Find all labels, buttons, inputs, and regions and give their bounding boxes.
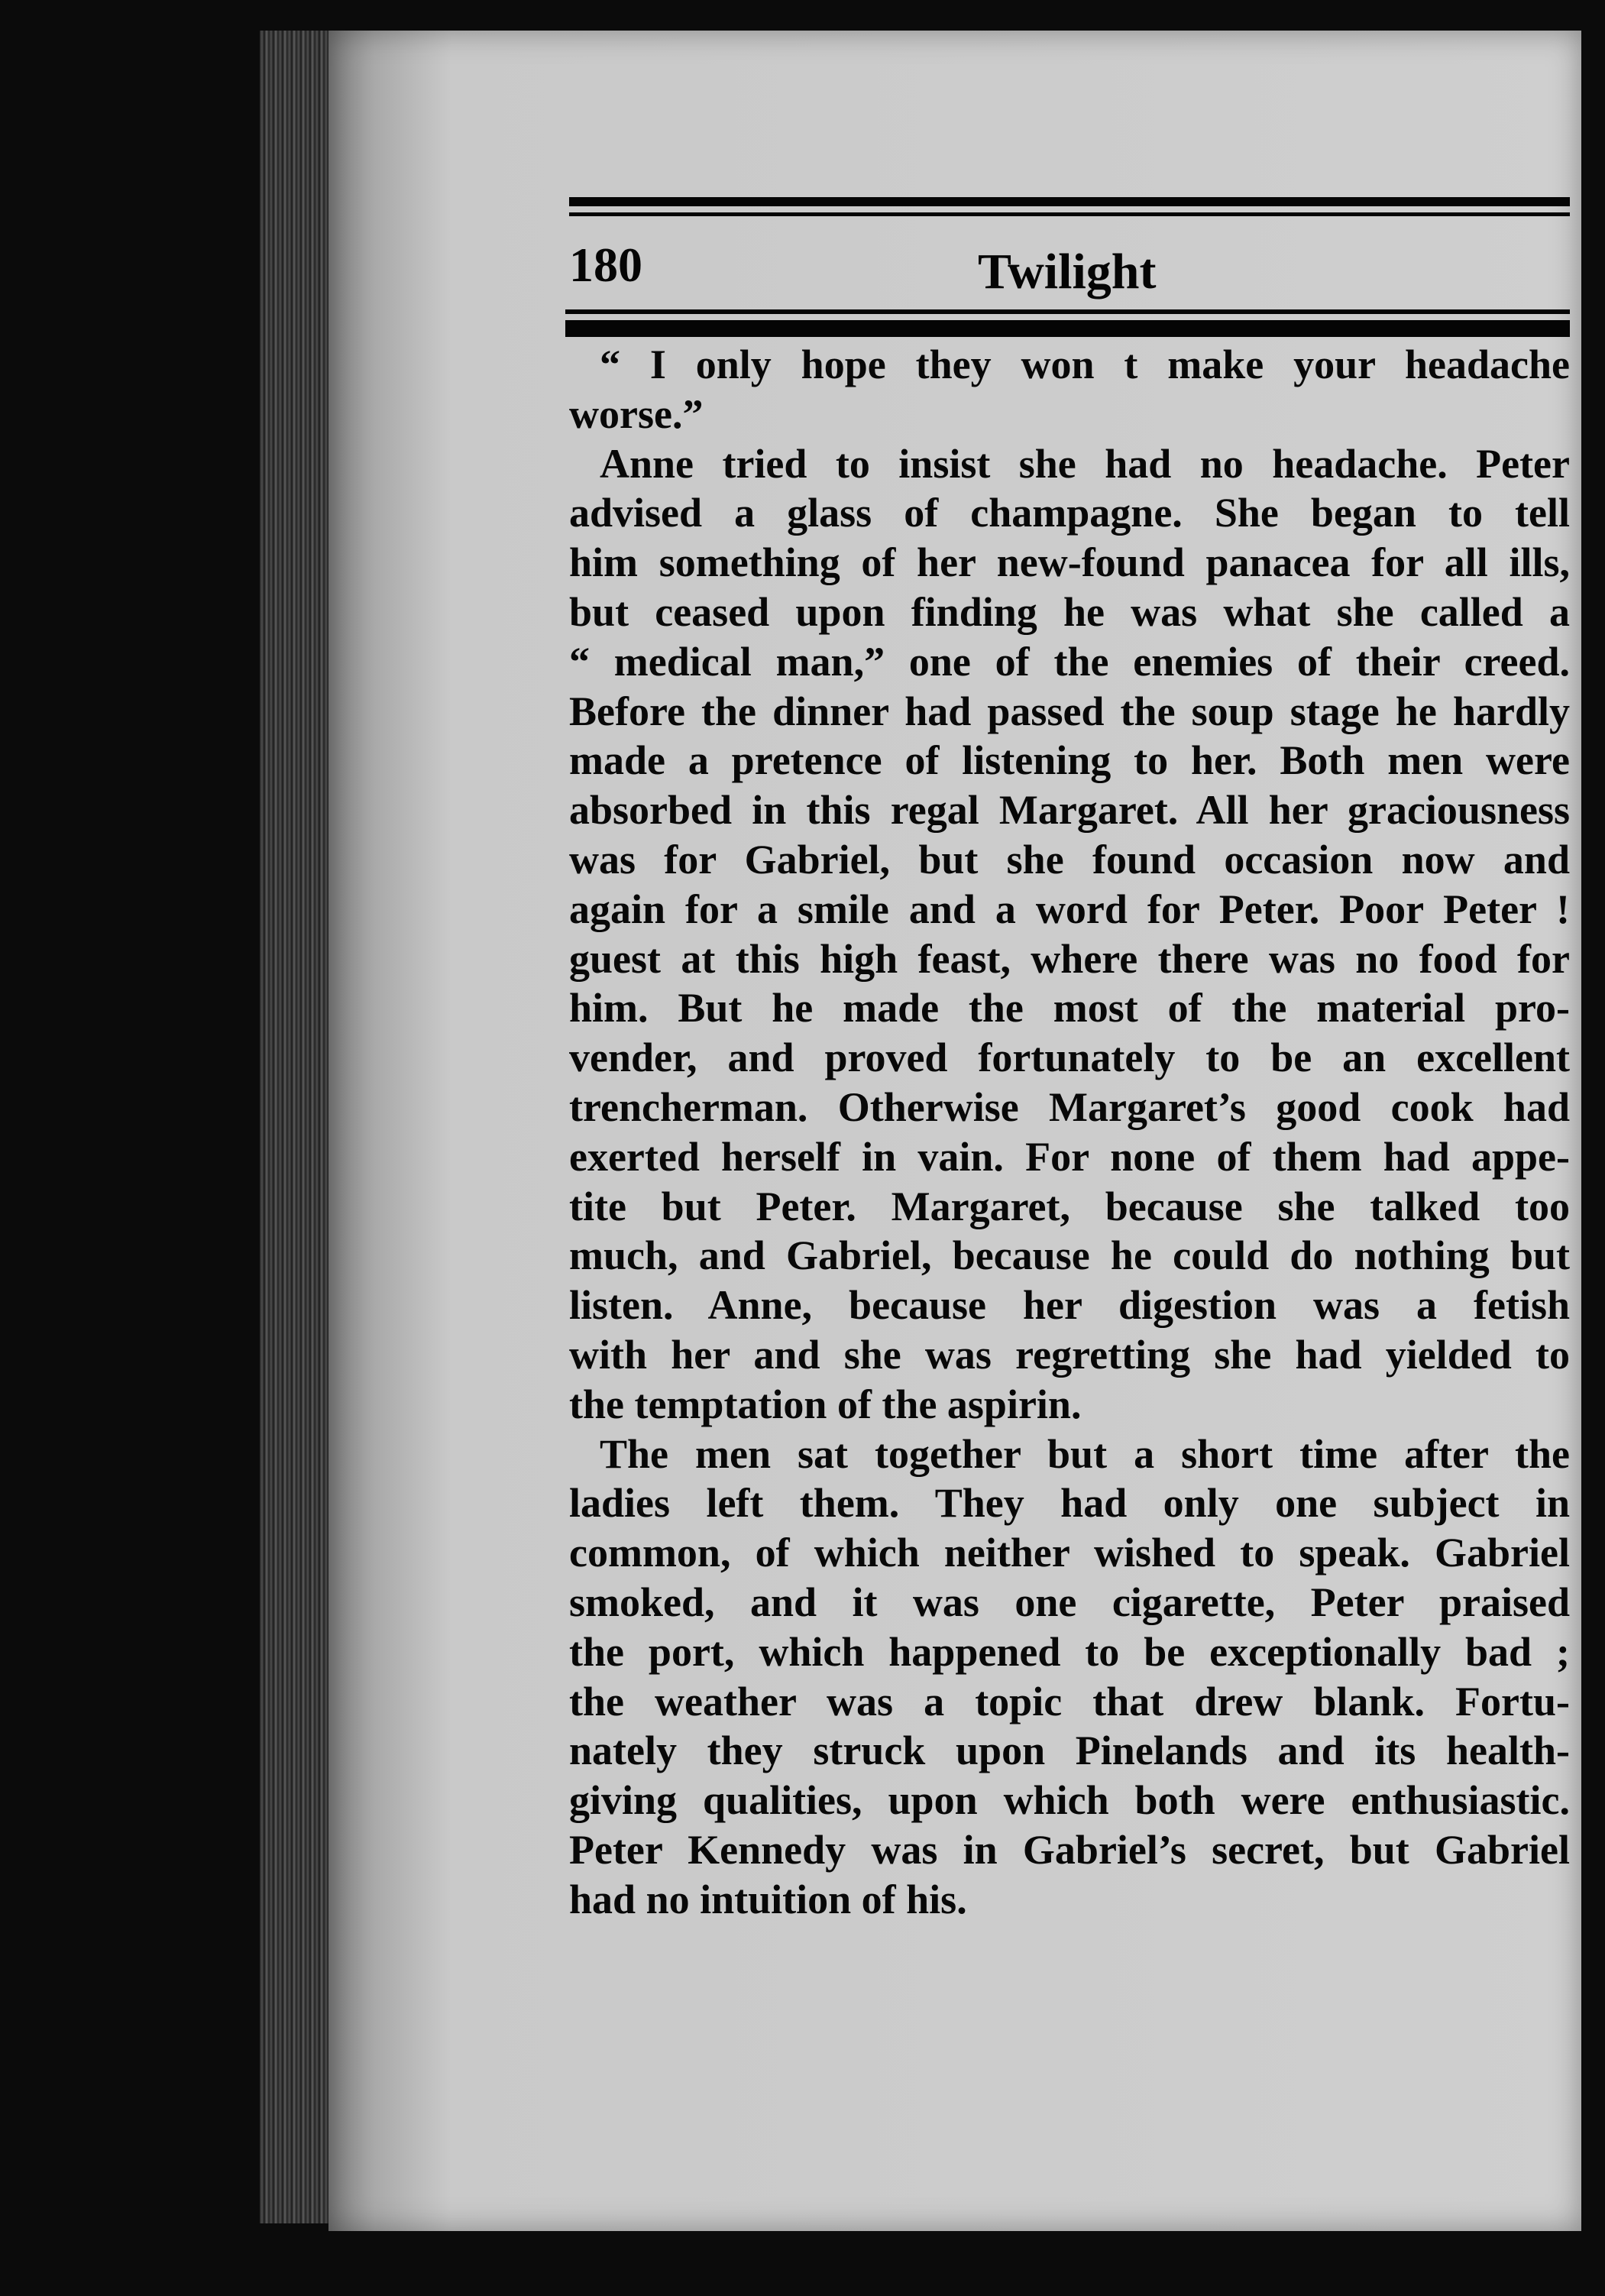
text-line: Peter Kennedy was in Gabriel’s secret, but Gabriel — [569, 1826, 1570, 1873]
text-line: listen. Anne, because her digestion was a fetish — [569, 1282, 1570, 1329]
text-line: him. But he made the most of the material pro- — [569, 985, 1570, 1031]
text-line: “ medical man,” one of the enemies of their creed. — [569, 638, 1570, 685]
text-line: him something of her new-found panacea for all ills, — [569, 539, 1570, 586]
text-line: advised a glass of champagne. She began to tell — [569, 490, 1570, 536]
text-line: nately they struck upon Pinelands and its health- — [569, 1728, 1570, 1774]
text-line: “ I only hope they won t make your headache — [600, 342, 1570, 387]
text-line: with her and she was regretting she had yielded to — [569, 1331, 1570, 1378]
body-text — [569, 340, 1570, 1925]
text-line: the port, which happened to be exceptionally bad ; — [569, 1628, 1570, 1675]
text-line: again for a smile and a word for Peter. Poor Peter ! — [569, 886, 1570, 932]
header-bottom-rule-thin — [565, 309, 1570, 314]
text-line: had no intuition of his. — [569, 1876, 967, 1922]
text-line: giving qualities, upon which both were enthusiastic. — [569, 1777, 1570, 1824]
text-line: the temptation of the aspirin. — [569, 1381, 1082, 1427]
text-line: exerted herself in vain. For none of them had appe- — [569, 1133, 1570, 1180]
text-line: trencherman. Otherwise Margaret’s good cook had — [569, 1083, 1570, 1130]
text-line: much, and Gabriel, because he could do nothing but — [569, 1232, 1570, 1279]
paragraph — [569, 340, 1570, 439]
text-line: common, of which neither wished to speak. Gabriel — [569, 1530, 1570, 1576]
text-line: was for Gabriel, but she found occasion now and — [569, 836, 1570, 882]
text-line: Anne tried to insist she had no headache. Peter — [600, 440, 1570, 487]
text-line: Before the dinner had passed the soup stage he hardly — [569, 688, 1570, 734]
text-line: absorbed in this regal Margaret. All her graciousness — [569, 787, 1570, 834]
text-line: but ceased upon finding he was what she called a — [569, 588, 1570, 635]
text-line: guest at this high feast, where there was no food for — [569, 935, 1570, 982]
header-top-rule — [569, 197, 1570, 220]
text-line: made a pretence of listening to her. Both men were — [569, 737, 1570, 784]
header-top-rule-thick — [569, 197, 1570, 206]
text-line: the weather was a topic that drew blank. Fortu- — [569, 1678, 1570, 1724]
text-line: worse.” — [569, 390, 704, 437]
running-title: Twilight — [978, 244, 1157, 300]
paragraph — [569, 439, 1570, 1430]
header-top-rule-thin — [569, 212, 1570, 216]
paragraph — [569, 1430, 1570, 1925]
page-number: 180 — [569, 238, 642, 292]
header-bottom-rule-thick — [565, 320, 1570, 337]
text-line: tite but Peter. Margaret, because she talked too — [569, 1183, 1570, 1229]
text-line: vender, and proved fortunately to be an excellent — [569, 1035, 1570, 1081]
text-line: ladies left them. They had only one subject in — [569, 1480, 1570, 1527]
text-line: The men sat together but a short time after the — [600, 1430, 1570, 1477]
text-line: smoked, and it was one cigarette, Peter praised — [569, 1579, 1570, 1625]
